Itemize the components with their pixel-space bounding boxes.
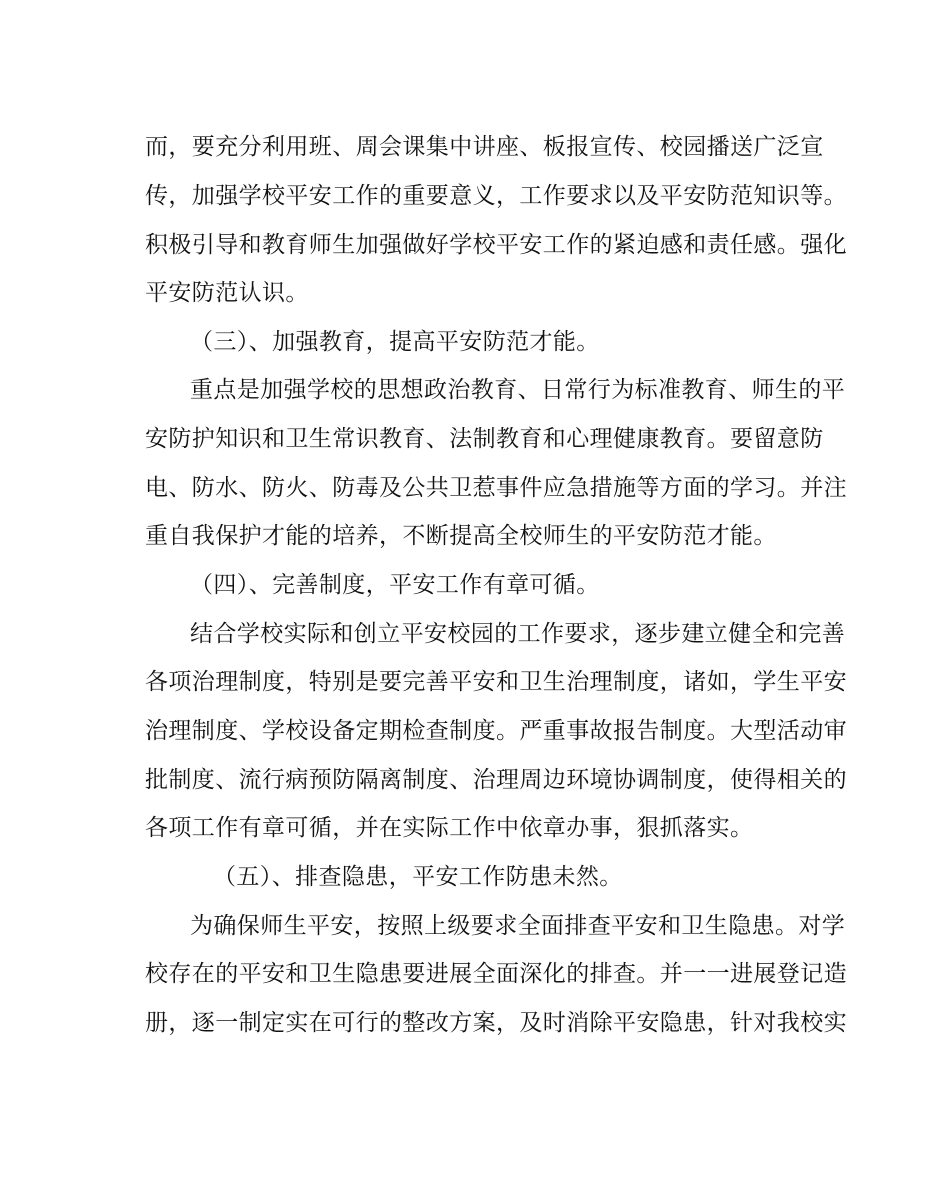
body-text-line: 批制度、流行病预防隔离制度、治理周边环境协调制度，使得相关的 [145,767,847,793]
body-text-line: 结合学校实际和创立平安校园的工作要求，逐步建立健全和完善 [190,621,846,647]
section-heading: （五）、排查隐患，平安工作防患未然。 [213,864,623,890]
body-text-line: 为确保师生平安，按照上级要求全面排查平安和卫生隐患。对学 [190,913,846,939]
body-text-line: 治理制度、学校设备定期检查制度。严重事故报告制度。大型活动审 [145,718,847,744]
body-text-line: 各项工作有章可循，并在实际工作中依章办事，狠抓落实。 [145,815,754,841]
section-heading: （三）、加强教育，提高平安防范才能。 [190,329,600,355]
body-text-line: 电、防水、防火、防毒及公共卫惹事件应急措施等方面的学习。并注 [145,475,847,501]
body-text-line: 安防护知识和卫生常识教育、法制教育和心理健康教育。要留意防 [145,426,824,452]
body-text-line: 平安防范认识。 [145,280,309,306]
body-text-line: 而，要充分利用班、周会课集中讲座、板报宣传、校园播送广泛宣 [145,134,824,160]
body-text-line: 传，加强学校平安工作的重要意义，工作要求以及平安防范知识等。 [145,183,847,209]
body-text-line: 重自我保护才能的培养，不断提高全校师生的平安防范才能。 [145,523,777,549]
body-text-line: 各项治理制度，特别是要完善平安和卫生治理制度，诸如，学生平安 [145,669,847,695]
body-text-line: 积极引导和教育师生加强做好学校平安工作的紧迫感和责任感。强化 [145,232,847,258]
body-text-line: 册，逐一制定实在可行的整改方案，及时消除平安隐患，针对我校实 [145,1010,847,1036]
body-text-line: 校存在的平安和卫生隐患要进展全面深化的排查。并一一进展登记造 [145,961,847,987]
body-text-line: 重点是加强学校的思想政治教育、日常行为标准教育、师生的平 [190,377,846,403]
section-heading: （四）、完善制度，平安工作有章可循。 [190,572,600,598]
